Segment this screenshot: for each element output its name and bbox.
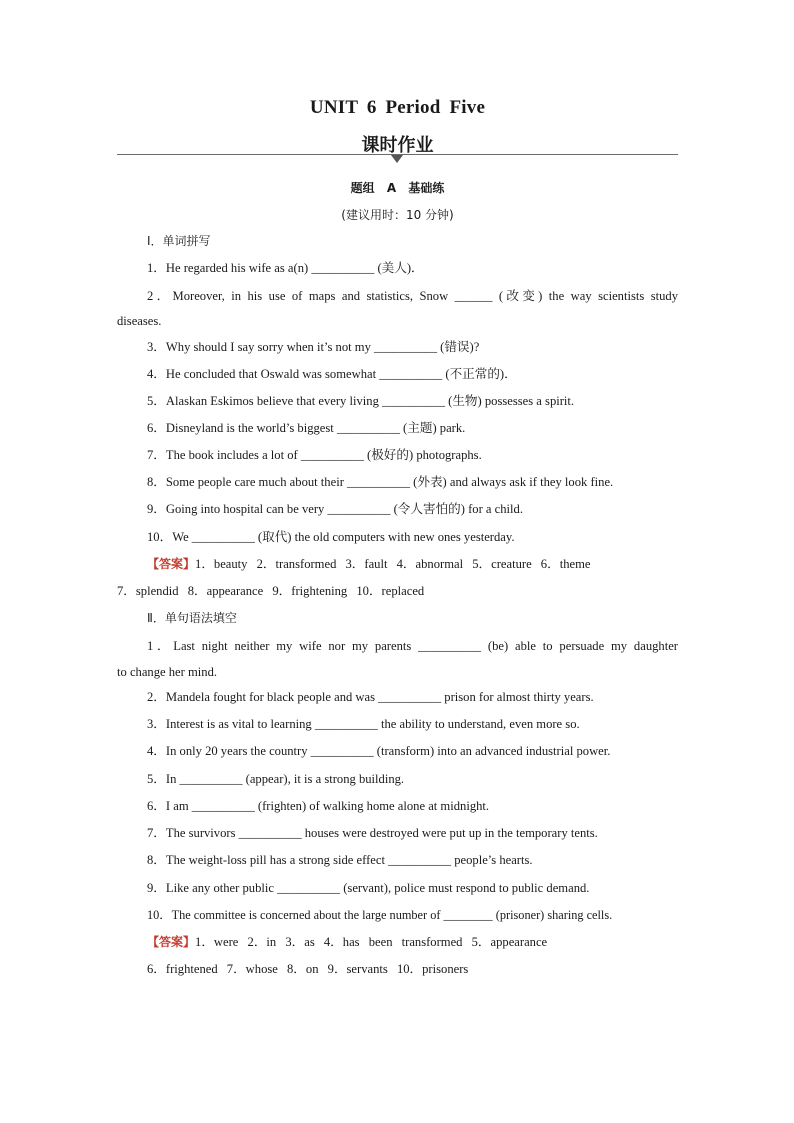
answer-tag: 【答案】 (147, 557, 196, 571)
question-item: 4．He concluded that Oswald was somewhat __________ (不正常的)． (147, 367, 517, 381)
question-item: 4．In only 20 years the country __________ (transform) into an advanced industrial power. (147, 744, 611, 758)
answer-text: 1．were 2．in 3．as 4．has been transformed 5．appearance (195, 935, 548, 949)
answer-text: 1．beauty 2．transformed 3．fault 4．abnormal 5．creature 6．theme (195, 557, 591, 571)
answer-line: 7．splendid 8．appearance 9．frightening 10．replaced (117, 584, 425, 598)
section-heading: Ⅱ．单句语法填空 (147, 611, 237, 625)
question-item: 7．The book includes a lot of __________ (极好的) photographs. (147, 448, 482, 462)
section-heading: Ⅰ．单词拼写 (147, 234, 211, 248)
question-item-continuation: diseases. (117, 314, 162, 328)
question-item: 2．Mandela fought for black people and was __________ prison for almost thirty years. (147, 690, 594, 704)
question-item: 1．He regarded his wife as a(n) __________ (美人)． (147, 261, 424, 275)
question-item: 3．Interest is as vital to learning __________ the ability to understand, even more so. (147, 717, 580, 731)
page-subtitle: 课时作业 (361, 135, 434, 156)
question-item: 5．Alaskan Eskimos believe that every living __________ (生物) possesses a spirit. (147, 394, 575, 408)
question-item: 7．The survivors __________ houses were destroyed were put up in the temporary tents. (147, 826, 598, 840)
time-hint: (建议用时：10 分钟) (341, 208, 454, 222)
question-item: 8．The weight-loss pill has a strong side effect __________ people’s hearts. (147, 853, 533, 867)
answer-tag: 【答案】 (147, 935, 196, 949)
question-item: 10．We __________ (取代) the old computers with new ones yesterday. (147, 530, 515, 544)
answer-line (117, 551, 678, 577)
question-item: 10．The committee is concerned about the large number of ________ (prisoner) sharing cells. (147, 908, 613, 922)
question-item: 2．Moreover, in his use of maps and statistics, Snow ______ (改变) the way scientists study (147, 289, 678, 303)
question-item: 3．Why should I say sorry when it’s not my __________ (错误)? (147, 340, 480, 354)
question-item: 9．Going into hospital can be very __________ (令人害怕的) for a child. (147, 502, 523, 516)
question-item: 9．Like any other public __________ (servant), police must respond to public demand. (147, 881, 590, 895)
question-item: 5．In __________ (appear), it is a strong building. (147, 772, 405, 786)
question-item: 6．I am __________ (frighten) of walking home alone at midnight. (147, 799, 490, 813)
triangle-marker-icon (391, 155, 403, 163)
group-title: 题组 A 基础练 (350, 181, 445, 195)
page-title: UNIT 6 Period Five (309, 97, 486, 118)
question-item: 8．Some people care much about their __________ (外表) and always ask if they look fine. (147, 475, 614, 489)
question-item-continuation: to change her mind. (117, 665, 218, 679)
answer-line (117, 929, 678, 955)
question-item: 6．Disneyland is the world’s biggest __________ (主题) park. (147, 421, 466, 435)
question-item: 1．Last night neither my wife nor my parents __________ (be) able to persuade my daughter (147, 639, 678, 653)
answer-line: 6．frightened 7．whose 8．on 9．servants 10．prisoners (147, 962, 469, 976)
